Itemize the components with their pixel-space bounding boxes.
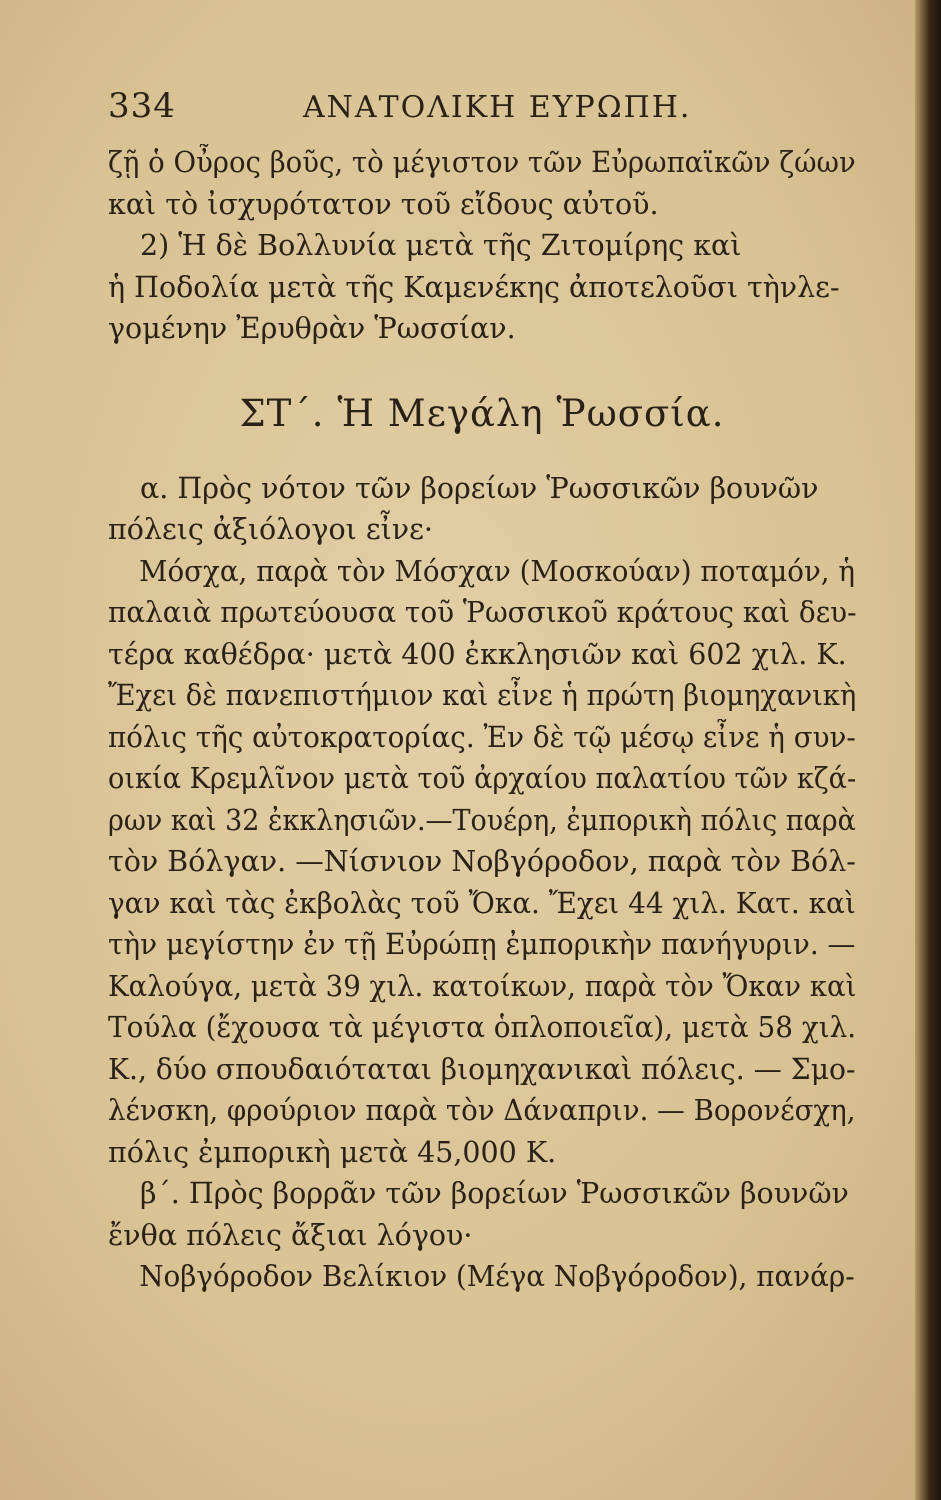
text-line: ρων καὶ 32 ἐκκλησιῶν.—Τουέρη, ἐμπορικὴ πόλις παρὰ — [108, 803, 856, 837]
text-line: Νοβγόροδον Βελίκιον (Μέγα Νοβγόροδον), πανάρ- — [139, 1260, 855, 1293]
text-line: ἡ Ποδολία μετὰ τῆς Καμενέκης ἀποτελοῦσι τὴνλε- — [108, 270, 840, 304]
text-line: πόλις ἐμπορικὴ μετὰ 45,000 Κ. — [108, 1135, 557, 1169]
text-line: παλαιὰ πρωτεύουσα τοῦ Ῥωσσικοῦ κράτους καὶ δευ- — [108, 596, 857, 629]
text-line: ἔνθα πόλεις ἄξιαι λόγου· — [108, 1218, 473, 1252]
text-line: πόλεις ἀξιόλογοι εἶνε· — [108, 513, 433, 546]
text-line: οικία Κρεμλῖνον μετὰ τοῦ ἀρχαίου παλατίου τῶν κζά- — [108, 762, 857, 795]
text-line: τὸν Βόλγαν. —Νίσνιον Νοβγόροδον, παρὰ τὸν Βόλ- — [108, 845, 856, 878]
text-line: ζῇ ὁ Οὖρος βοῦς, τὸ μέγιστον τῶν Εὐρωπαϊκῶν ζώων — [108, 146, 856, 179]
text-line: Τούλα (ἔχουσα τὰ μέγιστα ὁπλοποιεῖα), μετὰ 58 χιλ. — [108, 1011, 857, 1044]
text-line: α. Πρὸς νότον τῶν βορείων Ῥωσσικῶν βουνῶν — [140, 471, 819, 505]
text-line: Μόσχα, παρὰ τὸν Μόσχαν (Μοσκούαν) ποταμόν, ἡ — [139, 554, 856, 588]
section-heading: ΣΤ΄. Ἡ Μεγάλη Ῥωσσία. — [239, 391, 725, 435]
text-line: Καλούγα, μετὰ 39 χιλ. κατοίκων, παρὰ τὸν Ὄκαν καὶ — [108, 969, 857, 1003]
text-line: λένσκη, φρούριον παρὰ τὸν Δάναπριν. — Βορονέσχη, — [108, 1094, 856, 1127]
text-line: τὴν μεγίστην ἐν τῇ Εὐρώπῃ ἐμπορικὴν πανήγυριν. — — [108, 928, 856, 961]
text-line: Κ., δύο σπουδαιόταται βιομηχανικαὶ πόλεις. — Σμο- — [108, 1052, 856, 1086]
book-spine-shadow — [915, 0, 941, 1500]
text-line: 2) Ἡ δὲ Βολλυνία μετὰ τῆς Ζιτομίρης καὶ — [140, 229, 742, 262]
text-line: Ἔχει δὲ πανεπιστήμιον καὶ εἶνε ἡ πρώτη βιομηχανικὴ — [108, 679, 857, 712]
text-line: β΄. Πρὸς βορρᾶν τῶν βορείων Ῥωσσικῶν βουνῶν — [140, 1177, 849, 1210]
text-line: καὶ τὸ ἰσχυρότατον τοῦ εἴδους αὐτοῦ. — [108, 187, 659, 221]
page-number: 334 — [108, 86, 176, 126]
text-line: γομένην Ἐρυθρὰν Ῥωσσίαν. — [108, 312, 516, 345]
running-title: ΑΝΑΤΟΛΙΚΗ ΕΥΡΩΠΗ. — [303, 90, 692, 125]
text-line: γαν καὶ τὰς ἐκβολὰς τοῦ Ὄκα. Ἔχει 44 χιλ. Κατ. καὶ — [108, 886, 856, 920]
text-line: πόλις τῆς αὐτοκρατορίας. Ἐν δὲ τῷ μέσῳ εἶνε ἡ συν- — [108, 720, 856, 754]
page-header — [108, 86, 878, 136]
text-line: τέρα καθέδρα· μετὰ 400 ἐκκλησιῶν καὶ 602 χιλ. Κ. — [108, 637, 847, 671]
page-body — [108, 142, 856, 1298]
